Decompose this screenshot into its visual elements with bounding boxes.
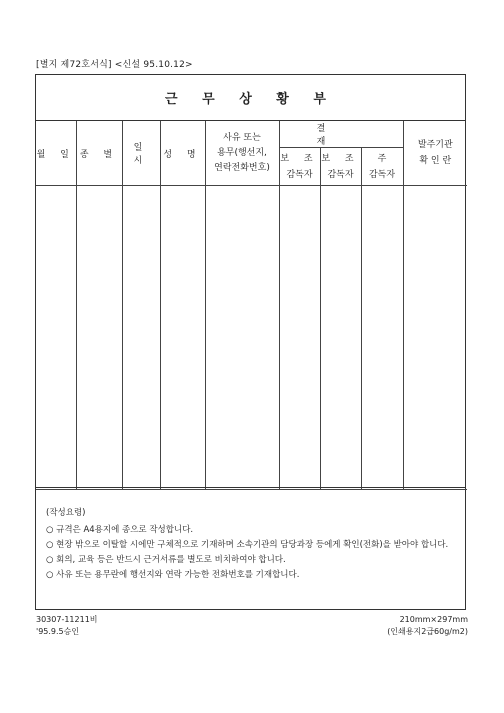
cell-month-day[interactable]: [36, 186, 76, 490]
cell-type[interactable]: [76, 186, 122, 490]
instruction-item: ○ 규격은 A4용지에 종으로 작성합니다.: [46, 525, 194, 535]
form-frame: [35, 74, 466, 610]
form-title: 근 무 상 황 부: [165, 92, 336, 107]
cell-assist-supervisor-2[interactable]: [320, 186, 361, 490]
instructions-heading: (작성요령): [46, 508, 86, 518]
header-main-supervisor: 주 감독자: [361, 148, 403, 186]
instruction-item: ○ 사유 또는 용무란에 행선지와 연락 가능한 전화번호를 기재합니다.: [46, 570, 300, 580]
approval-date: '95.9.5승인: [36, 627, 80, 636]
header-assist-supervisor-1: 보 조 감독자: [279, 148, 320, 186]
cell-datetime[interactable]: [122, 186, 160, 490]
header-month-day: 월 일: [36, 121, 76, 186]
header-datetime: 일 시: [122, 121, 160, 186]
footer-left: [36, 614, 98, 638]
cell-assist-supervisor-1[interactable]: [279, 186, 320, 490]
attendance-table: [36, 121, 467, 490]
paper-spec: (인쇄용지2급60g/m2): [387, 627, 468, 636]
header-approval: 결 재: [279, 121, 403, 148]
header-name: 성 명: [160, 121, 205, 186]
form-code: 30307-11211비: [36, 615, 98, 624]
header-assist-supervisor-2: 보 조 감독자: [320, 148, 361, 186]
cell-name[interactable]: [160, 186, 205, 490]
header-type: 종 별: [76, 121, 122, 186]
cell-main-supervisor[interactable]: [361, 186, 403, 490]
instruction-item: ○ 회의, 교육 등은 반드시 근거서류를 별도로 비치하여야 합니다.: [46, 555, 286, 565]
paper-size: 210mm×297mm: [399, 615, 468, 624]
instruction-item: ○ 현장 밖으로 이탈할 시에만 구체적으로 기재하며 소속기관의 담당과장 등에게 확인(전화)을 받아야 합니다.: [46, 540, 449, 550]
cell-reason[interactable]: [205, 186, 279, 490]
table-body-row: [36, 186, 467, 490]
form-reference-note: [별지 제72호서식] <신설 95.10.12>: [36, 60, 193, 70]
instructions-section: [36, 487, 465, 610]
header-reason: 사유 또는 용무(행선지, 연락전화번호): [205, 121, 279, 186]
header-confirm: 발주기관 확 인 란: [403, 121, 467, 186]
cell-confirm[interactable]: [403, 186, 467, 490]
title-row: [36, 75, 465, 121]
footer-right: [387, 614, 468, 638]
